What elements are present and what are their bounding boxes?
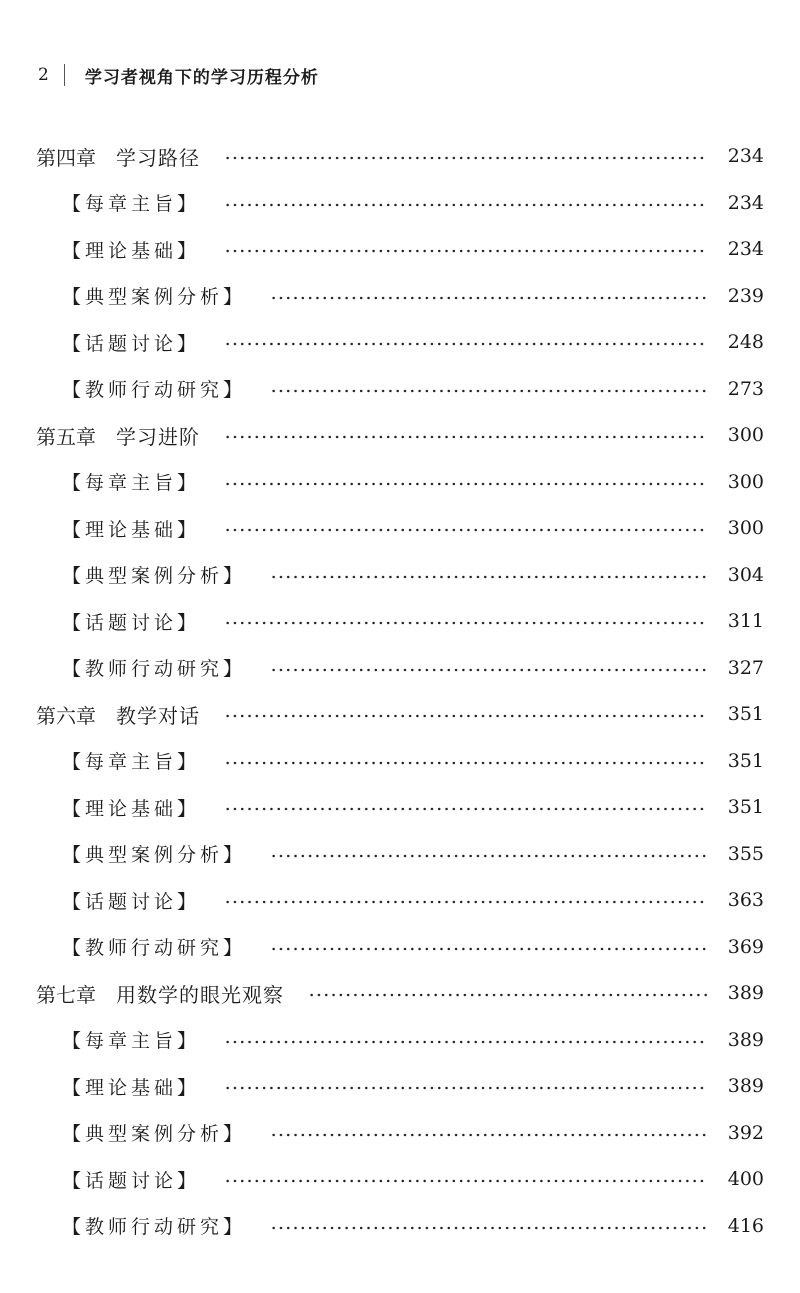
section-page-number: 400 xyxy=(727,1168,764,1190)
section-page-number: 239 xyxy=(727,284,764,307)
section-title: 【每章主旨】 xyxy=(62,1030,201,1052)
chapter-title: 用数学的眼光观察 xyxy=(116,982,284,1007)
section-page-number: 273 xyxy=(727,377,764,400)
dot-leader xyxy=(270,575,708,579)
dot-leader xyxy=(224,342,708,346)
section-title: 【每章主旨】 xyxy=(62,472,201,494)
dot-leader xyxy=(270,296,708,300)
toc-section-row[interactable] xyxy=(62,513,764,543)
section-page-number: 363 xyxy=(727,889,764,911)
section-page-number: 300 xyxy=(727,517,764,539)
header-divider xyxy=(64,64,65,86)
toc-section-row[interactable] xyxy=(62,885,764,915)
dot-leader xyxy=(270,668,708,672)
chapter-heading xyxy=(36,421,200,450)
dot-leader xyxy=(224,528,708,532)
toc-section-row[interactable] xyxy=(62,560,764,590)
section-title: 【典型案例分析】 xyxy=(62,844,247,866)
section-page-number: 311 xyxy=(727,610,764,632)
section-page-number: 355 xyxy=(727,842,764,865)
toc-chapter-row[interactable] xyxy=(36,141,764,171)
toc-chapter-row[interactable] xyxy=(36,420,764,450)
toc-section-row[interactable] xyxy=(62,792,764,822)
book-title: 学习者视角下的学习历程分析 xyxy=(84,67,319,88)
toc-section-row[interactable] xyxy=(62,327,764,357)
dot-leader xyxy=(224,156,708,160)
dot-leader xyxy=(308,993,708,997)
toc-section-row[interactable] xyxy=(62,1118,764,1148)
chapter-number: 第五章 xyxy=(36,424,96,449)
toc-section-row[interactable] xyxy=(62,1071,764,1101)
dot-leader xyxy=(224,1040,708,1044)
chapter-number: 第七章 xyxy=(36,982,96,1007)
section-title: 【话题讨论】 xyxy=(62,611,201,634)
section-title: 【话题讨论】 xyxy=(62,890,201,913)
dot-leader xyxy=(224,900,708,904)
section-title: 【理论基础】 xyxy=(62,518,201,541)
dot-leader xyxy=(224,249,708,253)
page-number: 2 xyxy=(38,65,50,85)
dot-leader xyxy=(224,1179,708,1183)
section-title: 【教师行动研究】 xyxy=(62,1216,247,1238)
section-title: 【话题讨论】 xyxy=(62,1169,201,1192)
toc-section-row[interactable] xyxy=(62,653,764,683)
section-page-number: 392 xyxy=(727,1121,764,1144)
section-page-number: 300 xyxy=(727,470,764,493)
chapter-heading xyxy=(36,979,284,1008)
section-page-number: 234 xyxy=(727,191,764,214)
dot-leader xyxy=(224,621,708,625)
section-title: 【教师行动研究】 xyxy=(62,658,247,680)
dot-leader xyxy=(224,1086,708,1090)
section-page-number: 416 xyxy=(727,1214,764,1237)
dot-leader xyxy=(270,854,708,858)
chapter-heading xyxy=(36,700,200,729)
toc-section-row[interactable] xyxy=(62,606,764,636)
section-page-number: 389 xyxy=(727,1075,764,1097)
toc-section-row[interactable] xyxy=(62,746,764,776)
chapter-heading xyxy=(36,142,200,171)
chapter-page-number: 300 xyxy=(727,424,764,446)
dot-leader xyxy=(224,203,708,207)
section-title: 【理论基础】 xyxy=(62,239,201,262)
dot-leader xyxy=(224,482,708,486)
chapter-title: 学习进阶 xyxy=(116,424,200,449)
section-title: 【典型案例分析】 xyxy=(62,286,247,308)
toc-section-row[interactable] xyxy=(62,188,764,218)
dot-leader xyxy=(224,761,708,765)
section-title: 【每章主旨】 xyxy=(62,193,201,215)
dot-leader xyxy=(224,807,708,811)
section-title: 【教师行动研究】 xyxy=(62,937,247,959)
toc-chapter-row[interactable] xyxy=(36,699,764,729)
section-page-number: 389 xyxy=(727,1028,764,1051)
section-title: 【典型案例分析】 xyxy=(62,1123,247,1145)
section-page-number: 327 xyxy=(727,656,764,679)
chapter-page-number: 351 xyxy=(727,703,764,725)
running-head xyxy=(38,60,319,90)
toc-section-row[interactable] xyxy=(62,281,764,311)
section-page-number: 369 xyxy=(727,935,764,958)
toc-section-row[interactable] xyxy=(62,234,764,264)
toc-section-row[interactable] xyxy=(62,1164,764,1194)
section-page-number: 351 xyxy=(727,796,764,818)
section-title: 【典型案例分析】 xyxy=(62,565,247,587)
chapter-page-number: 389 xyxy=(727,982,764,1004)
toc-section-row[interactable] xyxy=(62,1211,764,1241)
chapter-number: 第四章 xyxy=(36,145,96,170)
toc-section-row[interactable] xyxy=(62,467,764,497)
chapter-title: 学习路径 xyxy=(116,145,200,170)
toc-section-row[interactable] xyxy=(62,1025,764,1055)
section-page-number: 248 xyxy=(727,331,764,353)
chapter-title: 教学对话 xyxy=(116,703,200,728)
dot-leader xyxy=(270,947,708,951)
section-title: 【每章主旨】 xyxy=(62,751,201,773)
dot-leader xyxy=(270,1226,708,1230)
section-title: 【话题讨论】 xyxy=(62,332,201,355)
chapter-page-number: 234 xyxy=(727,145,764,167)
section-title: 【理论基础】 xyxy=(62,797,201,820)
dot-leader xyxy=(270,389,708,393)
toc-section-row[interactable] xyxy=(62,839,764,869)
section-title: 【教师行动研究】 xyxy=(62,379,247,401)
section-page-number: 234 xyxy=(727,238,764,260)
dot-leader xyxy=(270,1133,708,1137)
chapter-number: 第六章 xyxy=(36,703,96,728)
dot-leader xyxy=(224,435,708,439)
section-page-number: 351 xyxy=(727,749,764,772)
toc-section-row[interactable] xyxy=(62,374,764,404)
toc-section-row[interactable] xyxy=(62,932,764,962)
section-page-number: 304 xyxy=(727,563,764,586)
toc-chapter-row[interactable] xyxy=(36,978,764,1008)
section-title: 【理论基础】 xyxy=(62,1076,201,1099)
dot-leader xyxy=(224,714,708,718)
